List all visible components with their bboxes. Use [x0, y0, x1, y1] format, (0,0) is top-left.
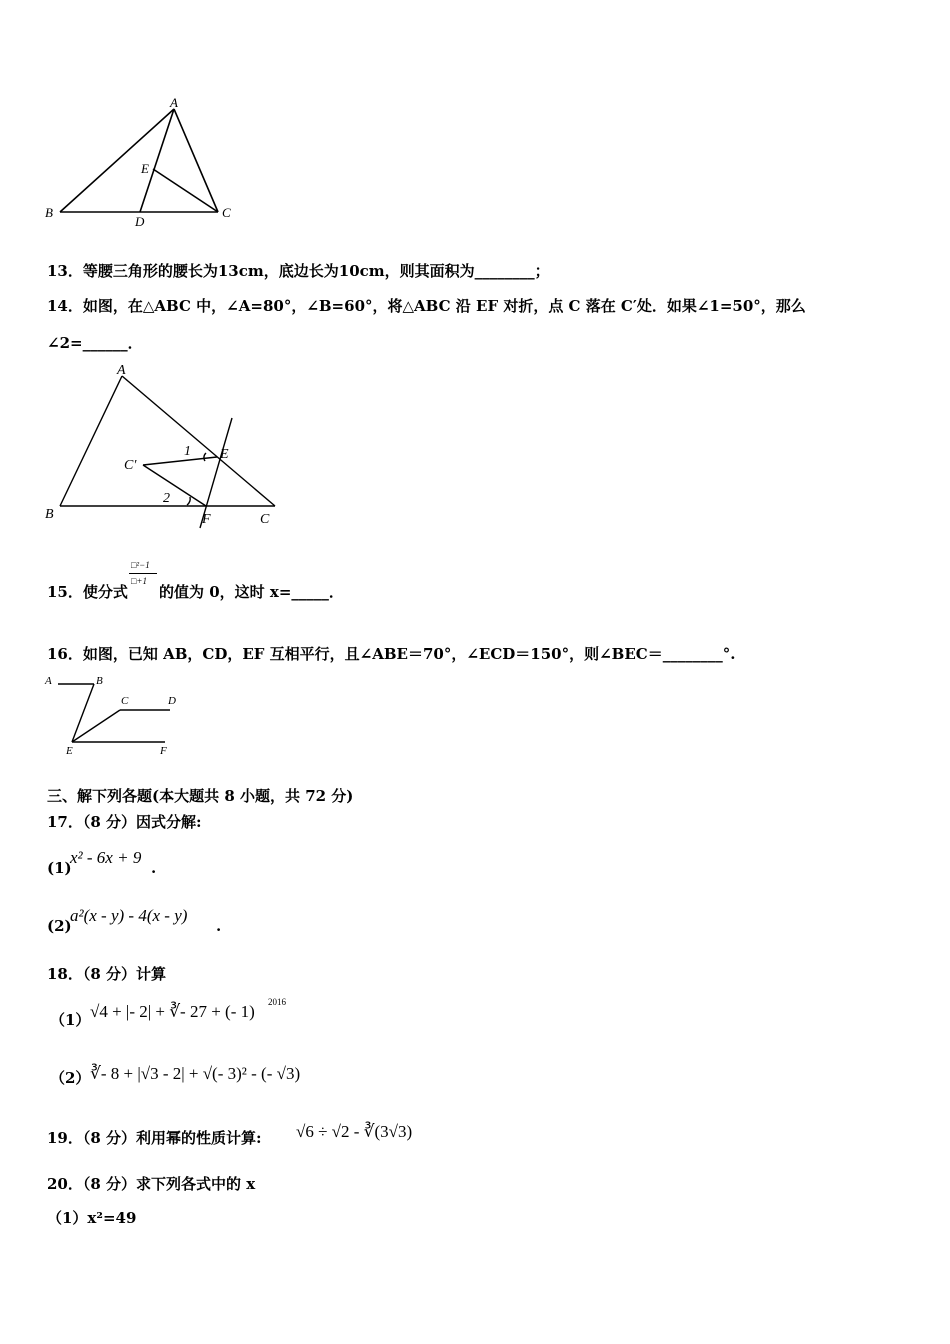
q18-part1-exponent: 2016 — [268, 997, 286, 1007]
fig2-label-b: B — [45, 507, 54, 522]
q17-part1-label: (1) — [47, 859, 72, 877]
q15-fraction-numerator: □²−1 — [131, 560, 150, 570]
section-3-title: 三、解下列各题(本大题共 8 小题，共 72 分) — [47, 787, 354, 805]
figure-folded-triangle — [40, 360, 290, 535]
question-15-prefix: 15．使分式 — [47, 583, 128, 601]
fig2-label-1: 1 — [184, 444, 191, 459]
question-20-title: 20．（8 分）求下列各式中的 x — [47, 1175, 256, 1193]
fig2-label-c-prime: C′ — [124, 458, 137, 473]
q19-expression: √6 ÷ √2 - ∛(3√3) — [296, 1122, 413, 1141]
question-15-suffix: 的值为 0，这时 x=_____． — [159, 583, 344, 601]
question-16: 16．如图，已知 AB，CD，EF 互相平行，且∠ABE＝70°，∠ECD＝150°，则∠BEC＝________°. — [47, 645, 736, 663]
fig3-label-a: A — [45, 675, 52, 687]
fig2-label-f: F — [202, 512, 211, 527]
fig1-label-e: E — [141, 161, 149, 176]
fig2-label-e: E — [220, 447, 229, 462]
q20-part1: （1）x²=49 — [47, 1209, 137, 1227]
q17-part1-end: . — [151, 859, 157, 877]
q17-part2-expression: a²(x - y) - 4(x - y) — [70, 906, 188, 925]
fig3-label-d: D — [168, 695, 176, 707]
fig2-label-c: C — [260, 512, 270, 527]
q18-part2-label: （2） — [50, 1069, 91, 1087]
q15-fraction-denominator: □+1 — [131, 576, 148, 586]
fig1-label-b: B — [45, 205, 53, 220]
fig3-label-e: E — [66, 745, 73, 757]
fig1-label-d: D — [135, 214, 145, 229]
question-17-title: 17．（8 分）因式分解: — [47, 813, 202, 831]
question-14-line1: 14．如图，在△ABC 中，∠A=80°，∠B=60°，将△ABC 沿 EF 对折，点 C 落在 C′处．如果∠1=50°，那么 — [47, 297, 806, 315]
fig1-label-a: A — [170, 95, 178, 110]
fig1-label-c: C — [222, 205, 231, 220]
fig3-label-f: F — [160, 745, 167, 757]
fig2-label-2: 2 — [163, 491, 170, 506]
q18-part1-label: （1） — [50, 1011, 91, 1029]
question-13: 13．等腰三角形的腰长为13cm，底边长为10cm，则其面积为________； — [47, 262, 550, 280]
q17-part1-expression: x² - 6x + 9 — [70, 848, 142, 867]
q18-part1-expression: √4 + |- 2| + ∛- 27 + (- 1) — [90, 1002, 255, 1021]
q17-part2-end: . — [216, 917, 222, 935]
q18-part2-expression: ∛- 8 + |√3 - 2| + √(- 3)² - (- √3) — [90, 1064, 301, 1083]
q17-part2-label: (2) — [47, 917, 72, 935]
fig2-label-a: A — [117, 363, 126, 378]
fig3-label-c: C — [121, 695, 129, 707]
question-14-line2: ∠2=______． — [47, 334, 143, 352]
question-18-title: 18．（8 分）计算 — [47, 965, 167, 983]
figure-triangle-abc-ed — [40, 95, 250, 230]
figure-parallel-lines — [40, 670, 190, 760]
fig3-label-b: B — [96, 675, 103, 687]
q15-fraction-bar — [129, 573, 157, 574]
question-19-title: 19．（8 分）利用幂的性质计算: — [47, 1129, 262, 1147]
